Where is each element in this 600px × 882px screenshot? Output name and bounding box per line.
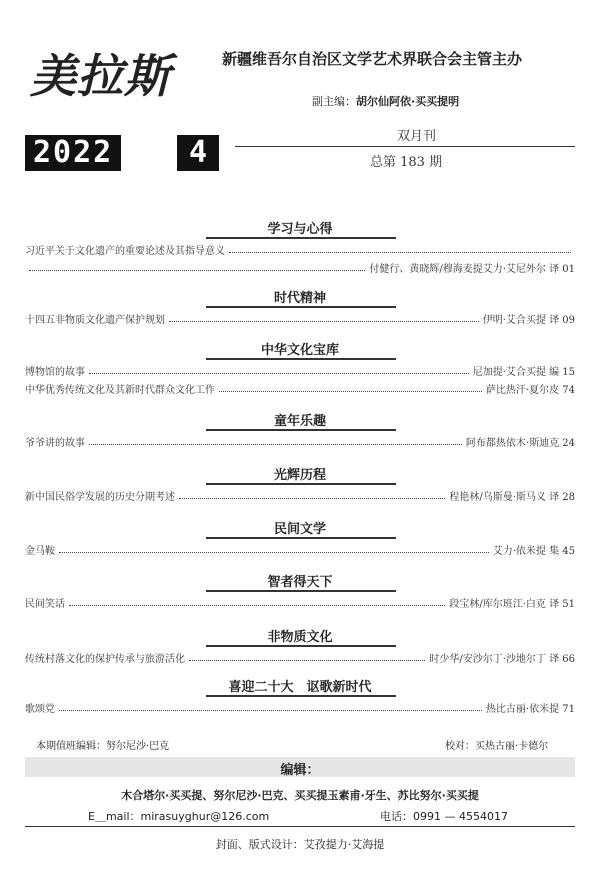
phone: 电话：0991 — 4554017 [380,810,508,823]
entry-author-page: 程艳林/乌斯曼·斯马义 译 28 [449,491,575,503]
section-underline [206,237,396,239]
issue-number: 4 [177,135,219,171]
section-title: 中华文化宝库 [260,343,339,358]
entry-title: 习近平关于文化遗产的重要论述及其指导意义 [25,245,225,257]
leader-dots [189,660,425,661]
header-rule [235,146,575,147]
editors-title: 编辑： [280,763,320,778]
leader-dots [59,710,482,711]
footer-rule [25,826,575,827]
entry-author-page: 阿布都热依木·斯迪克 24 [465,437,575,449]
leader-dots [229,252,571,253]
section-underline [206,537,396,539]
toc-entry [25,650,575,664]
sponsor-line: 新疆维吾尔自治区文学艺术界联合会主管主办 [222,50,523,68]
toc-entry [25,595,575,609]
toc-entry [25,311,575,325]
section-heading [0,571,600,590]
section-underline [206,429,396,431]
leader-dots [179,498,445,499]
section-title: 光辉历程 [273,468,326,483]
entry-author-page: 萨比热汗·夏尔皮 74 [485,384,575,396]
entry-author-page: 伊明·艾合买提 译 09 [482,314,575,326]
entry-title: 新中国民俗学发展的历史分期考述 [25,491,175,503]
deputy-name: 胡尔仙阿依·买买提明 [356,95,460,108]
editors-names: 木合塔尔·买买提、努尔尼沙·巴克、买买提玉素甫·牙生、苏比努尔·买买提 [121,789,479,802]
duty-editor: 本期值班编辑：努尔尼沙·巴克 [36,741,170,752]
entry-author-page: 热比古丽·依米提 71 [485,703,575,715]
proofreader: 校对：买热古丽·卡德尔 [445,741,549,752]
section-title: 童年乐趣 [273,414,326,429]
leader-dots [29,270,365,271]
deputy-editor [312,93,459,109]
entry-author-page: 尼加提·艾合买提 编 15 [472,366,575,378]
email: E＿mail：mirasuyghur@126.com [88,810,270,823]
entry-author-page: 艾力·依米提 集 45 [492,545,575,557]
magazine-logo: 美拉斯 [30,49,171,103]
leader-dots [69,605,445,606]
leader-dots [89,373,469,374]
entry-title: 十四五非物质文化遗产保护规划 [25,314,165,326]
toc-entry [25,363,575,377]
entry-title: 民间笑话 [25,598,65,610]
total-issue: 总第 183 期 [370,155,443,170]
entry-title: 博物馆的故事 [25,366,85,378]
section-title: 喜迎二十大 讴歌新时代 [228,680,372,695]
section-heading [0,410,600,429]
section-underline [206,358,396,360]
section-title: 学习与心得 [267,222,333,237]
frequency: 双月刊 [397,129,437,144]
entry-title: 传统村落文化的保护传承与旅游活化 [25,653,185,665]
toc-entry [25,488,575,502]
entry-author-page: 付健行、黄晓辉/穆海麦提艾力·艾尼外尔 译 01 [369,263,575,275]
section-heading [0,218,600,237]
entry-author-page: 时少华/安沙尔丁·沙地尔丁 译 66 [429,653,575,665]
section-underline [206,306,396,308]
section-underline [206,645,396,647]
toc-entry [25,381,575,395]
leader-dots [89,444,462,445]
section-title: 智者得天下 [267,575,333,590]
section-heading [0,287,600,306]
entry-title: 中华优秀传统文化及其新时代群众文化工作 [25,384,215,396]
entry-title: 爷爷讲的故事 [25,437,85,449]
section-underline [206,483,396,485]
entry-author-page: 段宝林/库尔班江·白克 译 51 [449,598,575,610]
cover-design: 封面、版式设计：艾孜提力·艾海提 [215,838,385,851]
section-underline [206,695,396,697]
section-title: 民间文学 [273,522,326,537]
section-heading [0,676,600,695]
leader-dots [219,391,482,392]
toc-entry [25,542,575,556]
toc-entry [25,700,575,714]
section-title: 非物质文化 [267,630,333,645]
leader-dots [169,321,479,322]
section-heading [0,464,600,483]
section-heading [0,626,600,645]
section-heading [0,518,600,537]
section-underline [206,590,396,592]
toc-entry [25,242,575,256]
toc-entry [25,434,575,448]
section-title: 时代精神 [273,291,326,306]
entry-title: 金马鞍 [25,545,55,557]
issue-year: 2022 [25,135,121,171]
entry-title: 歌颂党 [25,703,55,715]
toc-entry [25,260,575,274]
leader-dots [59,552,489,553]
section-heading [0,339,600,358]
deputy-label: 副主编： [312,95,356,108]
